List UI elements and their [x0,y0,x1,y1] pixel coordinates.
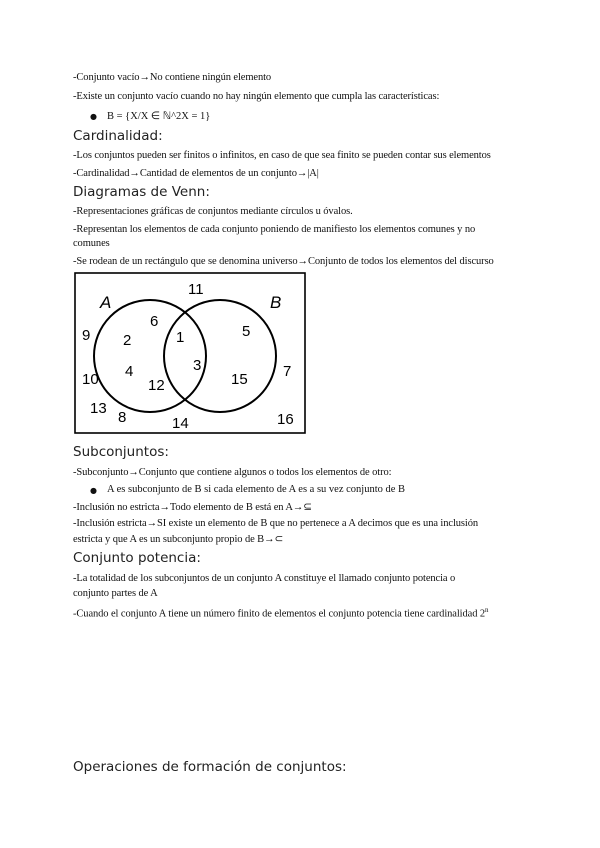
potencia-definition-cont: conjunto partes de A [73,588,158,599]
venn-number: 10 [82,371,99,388]
heading-venn: Diagramas de Venn: [73,184,210,200]
subconjunto-example: A es subconjunto de B si cada elemento de A es a su vez conjunto de B [107,484,406,495]
inclusion-no-estricta: -Inclusión no estricta→Todo elemento de B está en A→⊆ [73,502,312,513]
heading-cardinalidad: Cardinalidad: [73,128,163,144]
potencia-cardinalidad [73,606,488,620]
venn-number: 14 [172,415,189,432]
venn-diagram [74,272,306,434]
heading-subconjuntos: Subconjuntos: [73,444,169,460]
venn-elements-text: -Representan los elementos de cada conjunto poniendo de manifiesto los elementos comunes y no [73,224,476,235]
venn-definition: -Representaciones gráficas de conjuntos mediante círculos u óvalos. [73,206,353,217]
bullet-dot: ● [90,486,97,495]
venn-number: 15 [231,371,248,388]
venn-number: 6 [150,313,159,330]
potencia-definition: -La totalidad de los subconjuntos de un conjunto A constituye el llamado conjunto potencia o [73,573,456,584]
venn-number: 16 [277,411,294,428]
exponent-n: n [485,606,489,614]
empty-set-definition: -Conjunto vacío→No contiene ningún elemento [73,72,272,83]
venn-number: 4 [125,363,134,380]
venn-number: 12 [148,377,165,394]
potencia-cardinalidad-text: -Cuando el conjunto A tiene un número finito de elementos el conjunto potencia tiene cardinalidad 2 [73,608,486,620]
venn-number: 9 [82,327,91,344]
subconjunto-definition: -Subconjunto→Conjunto que contiene algunos o todos los elementos de otro: [73,467,392,478]
venn-number: 3 [193,357,202,374]
empty-set-existence: -Existe un conjunto vacío cuando no hay ningún elemento que cumpla las características: [73,91,440,102]
venn-number: 7 [283,363,292,380]
cardinalidad-definition: -Cardinalidad→Cantidad de elementos de un conjunto→|A| [73,168,319,179]
set-b-label: B [270,293,282,312]
bullet-dot: ● [90,112,97,121]
venn-elements-text-cont: comunes [73,238,110,249]
venn-number: 1 [176,329,185,346]
set-a-label: A [100,293,112,312]
heading-conjunto-potencia: Conjunto potencia: [73,550,201,566]
venn-universe-text: -Se rodean de un rectángulo que se denomina universo→Conjunto de todos los elementos del discurso [73,256,494,267]
venn-number: 13 [90,400,107,417]
heading-operaciones: Operaciones de formación de conjuntos: [73,759,347,775]
inclusion-estricta-cont: estricta y que A es un subconjunto propio de B→⊂ [73,534,284,545]
venn-number: 8 [118,409,127,426]
cardinalidad-finite-text: -Los conjuntos pueden ser finitos o infinitos, en caso de que sea finito se pueden contar sus elementos [73,150,491,161]
inclusion-estricta: -Inclusión estricta→SI existe un elemento de B que no pertenece a A decimos que es una inclusión [73,518,479,529]
venn-number: 5 [242,323,251,340]
venn-number: 11 [188,281,204,298]
venn-number: 2 [123,332,132,349]
empty-set-example: B = {X/X ∈ ℕ^2X = 1} [107,111,211,122]
